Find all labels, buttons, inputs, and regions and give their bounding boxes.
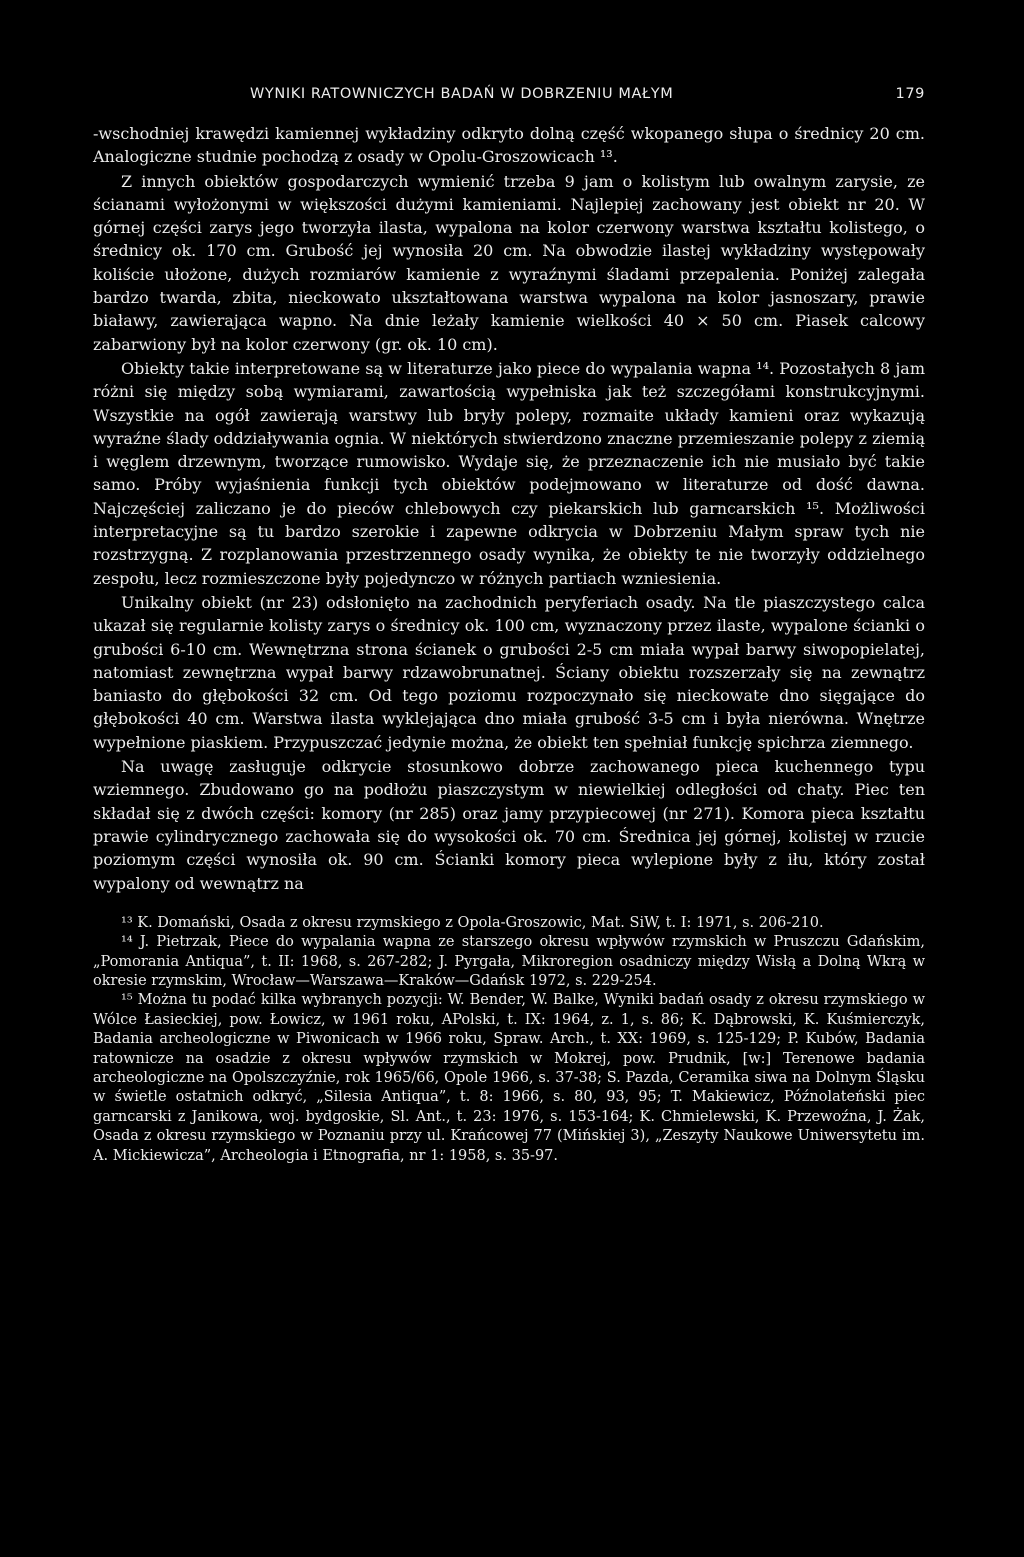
page [93,86,925,1166]
paragraph: Unikalny obiekt (nr 23) odsłonięto na zachodnich peryferiach osady. Na tle piaszczystego calca ukazał się regularnie kolisty zarys o średnicy ok. 100 cm, wyznaczony przez ilaste, wypalone ścianki o grubości 6-10 cm. Wewnętrzna strona ścianek o grubości 2-5 cm miała wypał barwy siwopopielatej, natomiast zewnętrzna wypał barwy rdzawobrunatnej. Ściany obiektu rozszerzały się na zewnątrz baniasto do głębokości 32 cm. Od tego poziomu rozpoczynało się nieckowate dno sięgające do głębokości 40 cm. Warstwa ilasta wyklejająca dno miała grubość 3-5 cm i była nierówna. Wnętrze wypełnione piaskiem. Przypuszczać jedynie można, że obiekt ten spełniał funkcję spichrza ziemnego. [93,592,925,752]
page-number: 179 [895,86,925,102]
footnote: ¹⁴ J. Pietrzak, Piece do wypalania wapna ze starszego okresu wpływów rzymskich w Pruszczu Gdańskim, „Pomorania Antiqua”, t. II: 1968, s. 267-282; J. Pyrgała, Mikroregion osadniczy między Wisłą a Dolną Wkrą w okresie rzymskim, Wrocław—Warszawa—Kraków—Gdańsk 1972, s. 229-254. [93,934,925,990]
footnotes [93,914,925,1166]
running-title: WYNIKI RATOWNICZYCH BADAŃ W DOBRZENIU MAŁYM [250,86,674,102]
body-text [93,122,925,895]
paragraph: Obiekty takie interpretowane są w literaturze jako piece do wypalania wapna ¹⁴. Pozostałych 8 jam różni się między sobą wymiarami, zawartością wypełniska jak też szczegółami konstrukcyjnymi. Wszystkie na ogół zawierają warstwy lub bryły polepy, rozmaite układy kamieni oraz wykazują wyraźne ślady oddziaływania ognia. W niektórych stwierdzono znaczne przemieszanie polepy z ziemią i węglem drzewnym, tworzące rumowisko. Wydaje się, że przeznaczenie ich nie musiało być takie samo. Próby wyjaśnienia funkcji tych obiektów podejmowano w literaturze od dość dawna. Najczęściej zaliczano je do pieców chlebowych czy piekarskich lub garncarskich ¹⁵. Możliwości interpretacyjne są tu bardzo szerokie i zapewne odkrycia w Dobrzeniu Małym spraw tych nie rozstrzygną. Z rozplanowania przestrzennego osady wynika, że obiekty te nie tworzyły oddzielnego zespołu, lecz rozmieszczone były pojedynczo w różnych partiach wzniesienia. [93,358,925,588]
footnote: ¹³ K. Domański, Osada z okresu rzymskiego z Opola-Groszowic, Mat. SiW, t. I: 1971, s. 206-210. [121,914,824,931]
running-head [93,86,925,102]
paragraph: Z innych obiektów gospodarczych wymienić trzeba 9 jam o kolistym lub owalnym zarysie, ze ścianami wyłożonymi w większości dużymi kamieniami. Najlepiej zachowany jest obiekt nr 20. W górnej części zarys jego tworzyła ilasta, wypalona na kolor czerwony warstwa kształtu kolistego, o średnicy ok. 170 cm. Grubość jej wynosiła 20 cm. Na obwodzie ilastej wykładziny występowały koliście ułożone, dużych rozmiarów kamienie z wyraźnymi śladami przepalenia. Poniżej zalegała bardzo twarda, zbita, nieckowato ukształtowana warstwa wypalona na kolor jasnoszary, prawie białawy, zawierająca wapno. Na dnie leżały kamienie wielkości 40 × 50 cm. Piasek calcowy zabarwiony był na kolor czerwony (gr. ok. 10 cm). [93,171,925,354]
paragraph: -wschodniej krawędzi kamiennej wykładziny odkryto dolną część wkopanego słupa o średnicy 20 cm. Analogiczne studnie pochodzą z osady w Opolu-Groszowicach ¹³. [93,124,925,167]
footnote: ¹⁵ Można tu podać kilka wybranych pozycji: W. Bender, W. Balke, Wyniki badań osady z okresu rzymskiego w Wólce Łasieckiej, pow. Łowicz, w 1961 roku, APolski, t. IX: 1964, z. 1, s. 86; K. Dąbrowski, K. Kuśmierczyk, Badania archeologiczne w Piwonicach w 1966 roku, Spraw. Arch., t. XX: 1969, s. 125-129; P. Kubów, Badania ratownicze na osadzie z okresu wpływów rzymskich w Mokrej, pow. Prudnik, [w:] Terenowe badania archeologiczne na Opolszczyźnie, rok 1965/66, Opole 1966, s. 37-38; S. Pazda, Ceramika siwa na Dolnym Śląsku w świetle ostatnich odkryć, „Silesia Antiqua”, t. 8: 1966, s. 80, 93, 95; T. Makiewicz, Późnolateński piec garncarski z Janikowa, woj. bydgoskie, Sl. Ant., t. 23: 1976, s. 153-164; K. Chmielewski, K. Przewoźna, J. Żak, Osada z okresu rzymskiego w Poznaniu przy ul. Krańcowej 77 (Mińskiej 3), „Zeszyty Naukowe Uniwersytetu im. A. Mickiewicza”, Archeologia i Etnografia, nr 1: 1958, s. 35-97. [93,992,925,1164]
paragraph: Na uwagę zasługuje odkrycie stosunkowo dobrze zachowanego pieca kuchennego typu wziemnego. Zbudowano go na podłożu piaszczystym w niewielkiej odległości od chaty. Piec ten składał się z dwóch części: komory (nr 285) oraz jamy przypiecowej (nr 271). Komora pieca kształtu prawie cylindrycznego zachowała się do wysokości ok. 70 cm. Średnica jej górnej, kolistej w rzucie poziomym części wynosiła ok. 90 cm. Ścianki komory pieca wylepione były z iłu, który został wypalony od wewnątrz na [93,757,925,893]
